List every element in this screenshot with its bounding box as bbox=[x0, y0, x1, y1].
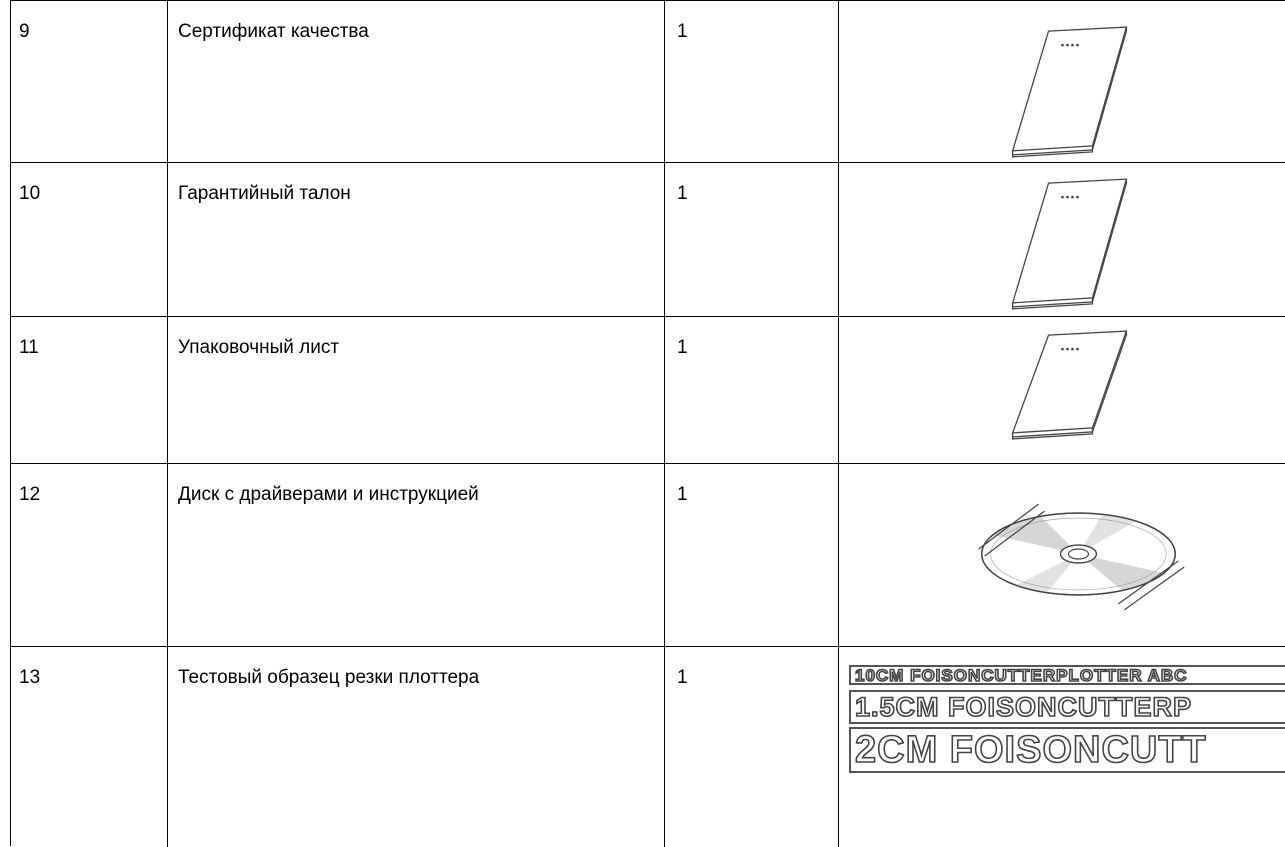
item-name: Диск с драйверами и инструкцией bbox=[178, 484, 479, 505]
item-quantity: 1 bbox=[677, 484, 688, 505]
item-image-cell bbox=[838, 317, 1285, 464]
table-row bbox=[11, 646, 1285, 847]
item-quantity-cell bbox=[664, 163, 838, 317]
cut-sample-line: 2CM FOISONCUTT bbox=[849, 727, 1285, 773]
item-name-cell bbox=[167, 464, 664, 647]
cut-sample-line: 1.5CM FOISONCUTTERP bbox=[849, 690, 1285, 724]
item-quantity: 1 bbox=[677, 667, 688, 688]
table-row bbox=[11, 0, 1285, 163]
item-quantity: 1 bbox=[677, 21, 688, 42]
item-name-cell bbox=[167, 317, 664, 464]
package-contents-table bbox=[10, 0, 1285, 846]
item-number: 12 bbox=[19, 484, 41, 505]
booklet-icon bbox=[839, 163, 1285, 317]
item-quantity: 1 bbox=[677, 337, 688, 358]
disc-icon bbox=[839, 464, 1285, 647]
item-number-cell bbox=[11, 1, 167, 163]
table-row bbox=[11, 316, 1285, 464]
table-row bbox=[11, 162, 1285, 317]
item-quantity-cell bbox=[664, 1, 838, 163]
item-name: Тестовый образец резки плоттера bbox=[178, 667, 480, 688]
item-image-cell bbox=[838, 647, 1285, 847]
cut-sample-line: 10CM FOISONCUTTERPLOTTER ABC bbox=[849, 665, 1285, 685]
item-image-cell bbox=[838, 163, 1285, 317]
item-image-cell bbox=[838, 464, 1285, 647]
item-number: 9 bbox=[19, 21, 30, 42]
item-quantity-cell bbox=[664, 647, 838, 847]
item-name: Гарантийный талон bbox=[178, 183, 351, 204]
item-number: 13 bbox=[19, 667, 41, 688]
item-number-cell bbox=[11, 647, 167, 847]
booklet-icon bbox=[839, 1, 1285, 163]
item-quantity-cell bbox=[664, 464, 838, 647]
item-number: 11 bbox=[19, 337, 39, 358]
booklet-icon bbox=[839, 317, 1285, 464]
item-name-cell bbox=[167, 163, 664, 317]
item-quantity-cell bbox=[664, 317, 838, 464]
item-number-cell bbox=[11, 163, 167, 317]
table-row bbox=[11, 463, 1285, 647]
item-name: Упаковочный лист bbox=[178, 337, 340, 358]
item-number: 10 bbox=[19, 183, 41, 204]
item-number-cell bbox=[11, 464, 167, 647]
item-number-cell bbox=[11, 317, 167, 464]
item-image-cell bbox=[838, 1, 1285, 163]
item-name-cell bbox=[167, 647, 664, 847]
item-quantity: 1 bbox=[677, 183, 688, 204]
item-name: Сертификат качества bbox=[178, 21, 369, 42]
item-name-cell bbox=[167, 1, 664, 163]
